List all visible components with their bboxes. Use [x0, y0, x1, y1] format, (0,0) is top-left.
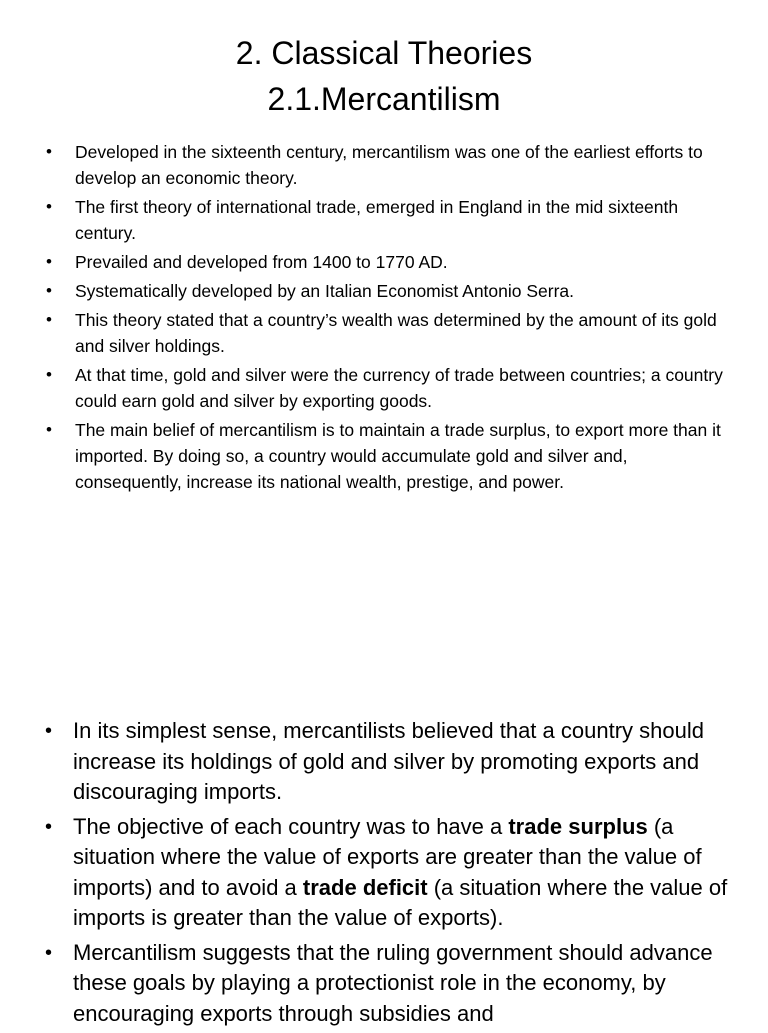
bullet-icon: • — [46, 252, 52, 271]
list-item — [0, 139, 768, 191]
bullet-icon: • — [46, 197, 52, 216]
slide-title — [0, 30, 768, 122]
list-item-text: The main belief of mercantilism is to maintain a trade surplus, to export more than it imported. By doing so, a country would accumulate gold and silver and, consequently, increase its national wealth, prestige, and power. — [75, 420, 721, 492]
bullet-list-bottom — [0, 716, 768, 1033]
text-segment: (a situation where the value of exports are greater than the value of imports) and to avoid a — [73, 813, 702, 900]
list-item — [0, 716, 768, 808]
list-item-text: Developed in the sixteenth century, mercantilism was one of the earliest efforts to develop an economic theory. — [75, 142, 703, 188]
bullet-icon: • — [46, 365, 52, 384]
term-trade-surplus: trade surplus — [508, 813, 648, 839]
bullet-icon: • — [45, 941, 53, 964]
list-item — [0, 362, 768, 414]
text-segment: The objective of each country was to have a — [73, 813, 509, 839]
title-line-1: 2. Classical Theories — [235, 35, 533, 71]
bullet-icon: • — [46, 420, 52, 439]
list-item-text: This theory stated that a country’s wealth was determined by the amount of its gold and silver holdings. — [75, 310, 717, 356]
bullet-icon: • — [46, 310, 52, 329]
bullet-icon: • — [46, 281, 52, 300]
list-item — [0, 194, 768, 246]
list-item-text: Prevailed and developed from 1400 to 1770 AD. — [75, 252, 448, 272]
text-segment: (a situation where the value of imports is greater than the value of exports). — [73, 874, 728, 930]
bullet-icon: • — [45, 815, 53, 838]
bullet-icon: • — [46, 142, 52, 161]
list-item — [0, 812, 768, 934]
list-item — [0, 249, 768, 275]
list-item-text: Systematically developed by an Italian Economist Antonio Serra. — [75, 281, 575, 301]
list-item — [0, 278, 768, 304]
title-line-2: 2.1.Mercantilism — [267, 81, 501, 117]
list-item — [0, 938, 768, 1030]
bullet-icon: • — [45, 720, 53, 742]
list-item-text: Mercantilism suggests that the ruling government should advance these goals by playing a protectionist role in the economy, by encouraging exports through subsidies and — [73, 939, 713, 1026]
term-trade-deficit: trade deficit — [302, 874, 428, 900]
list-item — [0, 417, 768, 495]
list-item-text: At that time, gold and silver were the currency of trade between countries; a country could earn gold and silver by exporting goods. — [75, 365, 723, 411]
bullet-list-top — [0, 139, 768, 498]
list-item-text: In its simplest sense, mercantilists believed that a country should increase its holdings of gold and silver by promoting exports and discouraging imports. — [73, 718, 704, 804]
list-item — [0, 307, 768, 359]
list-item-text: The first theory of international trade, emerged in England in the mid sixteenth century. — [75, 197, 679, 243]
list-item-text — [73, 814, 727, 931]
